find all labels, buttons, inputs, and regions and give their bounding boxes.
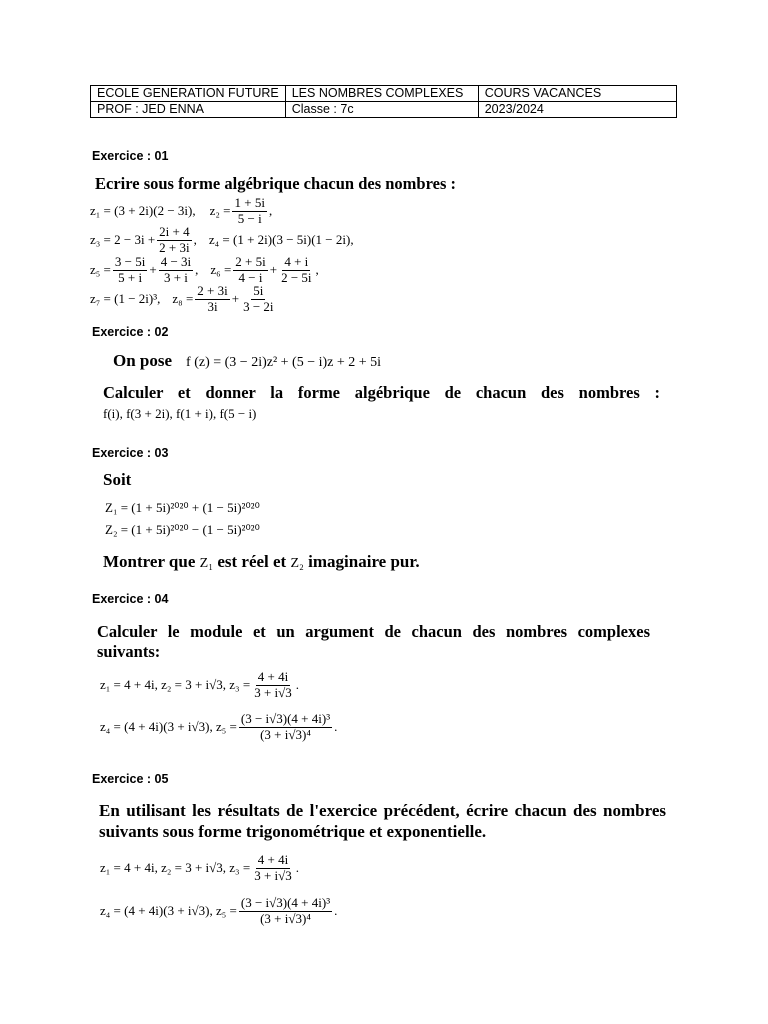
header-year: 2023/2024 [478, 102, 676, 118]
z5-plus: + [149, 262, 157, 277]
exercise-05-line-2 [100, 892, 337, 930]
exercise-01-line-3 [90, 253, 319, 285]
z8-denominator-2: 3 − 2i [243, 298, 274, 314]
z1-expression: z₁ = (3 + 2i)(2 − 3i), [90, 203, 196, 218]
header-teacher: PROF : JED ENNA [91, 102, 286, 118]
exercise-04-title: Exercice : 04 [92, 592, 169, 606]
exercise-01-line-1 [90, 194, 273, 226]
on-pose-label: On pose [113, 351, 173, 370]
z6-plus: + [269, 262, 278, 277]
exercise-01-line-4 [90, 282, 278, 314]
header-course: COURS VACANCES [478, 86, 676, 102]
statement-Z1: Z₁ [199, 556, 214, 571]
exercise-04-line-2 [100, 708, 337, 746]
z8-denominator-1: 3i [207, 298, 218, 314]
z8-numerator-1: 2 + 3i [197, 282, 228, 298]
ex4-z5-end: . [334, 719, 338, 734]
z5-fraction-2 [159, 255, 193, 286]
exercise-01-title: Exercice : 01 [92, 149, 169, 163]
ex5-z3-fraction [252, 853, 294, 884]
exercise-03-statement [103, 552, 420, 572]
z8-numerator-2: 5i [253, 282, 264, 298]
exercise-02-statement: Calculer et donner la forme algébrique de chacun des nombres : [103, 383, 660, 402]
exercise-05-title: Exercice : 05 [92, 772, 169, 786]
z8-lhs: z₈ = [172, 291, 194, 306]
Z1-definition: Z₁ = (1 + 5i)²⁰²⁰ + (1 − 5i)²⁰²⁰ [105, 500, 260, 515]
z5-fraction-1 [113, 255, 147, 286]
statement-part-2: est réel et [217, 552, 287, 571]
z6-end: , [315, 262, 319, 277]
exercise-01-statement: Ecrire sous forme algébrique chacun des nombres : [95, 174, 456, 193]
exercise-02-definition [113, 351, 381, 371]
exercise-05-statement-2: suivants sous forme trigonométrique et exponentielle. [99, 822, 487, 841]
statement-part-3: imaginaire pur. [308, 552, 420, 571]
ex5-z4-z5: z₄ = (4 + 4i)(3 + i√3), z₅ = [100, 903, 237, 918]
z3-lhs: z₃ = 2 − 3i + [90, 232, 156, 247]
exercise-03-title: Exercice : 03 [92, 446, 169, 460]
ex4-z1-z2-z3: z₁ = 4 + 4i, z₂ = 3 + i√3, z₃ = [100, 677, 251, 692]
exercise-05-statement: En utilisant les résultats de l'exercice précédent, écrire chacun des nombres [99, 801, 666, 820]
soit-label: Soit [103, 470, 132, 489]
ex5-z3-end: . [295, 860, 300, 875]
exercise-05-line-1 [100, 851, 299, 885]
header-class: Classe : 7c [285, 102, 478, 118]
z2-fraction [232, 196, 266, 227]
ex4-z3-numerator: 4 + 4i [257, 668, 289, 684]
z3-end: , [193, 232, 197, 247]
header-school: ECOLE GENERATION FUTURE [91, 86, 286, 102]
z5-lhs: z₅ = [90, 262, 111, 277]
z2-numerator: 1 + 5i [234, 194, 265, 210]
ex5-z5-end: . [334, 903, 338, 918]
ex4-z3-denominator: 3 + i√3 [254, 684, 292, 700]
z6-fraction-2 [279, 255, 313, 286]
z2-denominator: 5 − i [237, 210, 262, 226]
ex4-z3-end: . [295, 677, 300, 692]
z6-denominator-2: 2 − 5i [281, 269, 312, 285]
ex5-z5-denominator: (3 + i√3)⁴ [260, 910, 311, 926]
header-row [91, 86, 677, 102]
exercise-04-statement-2: suivants: [97, 642, 161, 661]
ex5-z3-denominator: 3 + i√3 [254, 867, 292, 883]
z7-expression: z₇ = (1 − 2i)³, [90, 291, 161, 306]
ex5-z3-numerator: 4 + 4i [257, 851, 289, 867]
ex5-z5-numerator: (3 − i√3)(4 + 4i)³ [240, 894, 331, 910]
z5-end: , [195, 262, 199, 277]
exercise-04-statement: Calculer le module et un argument de chacun des nombres complexes [97, 622, 650, 641]
ex5-z5-fraction [239, 896, 332, 927]
z6-numerator-1: 2 + 5i [235, 253, 266, 269]
header-topic: LES NOMBRES COMPLEXES [285, 86, 478, 102]
z6-lhs: z₆ = [210, 262, 232, 277]
z6-fraction-1 [233, 255, 267, 286]
ex4-z5-denominator: (3 + i√3)⁴ [260, 726, 311, 742]
z2-end: , [268, 203, 273, 218]
header-row [91, 102, 677, 118]
z2-lhs: z₂ = [209, 203, 231, 218]
ex4-z3-fraction [252, 670, 294, 701]
z8-fraction-2 [241, 284, 275, 315]
ex4-z5-fraction [239, 712, 332, 743]
statement-part-1: Montrer que [103, 552, 196, 571]
z5-numerator-1: 3 − 5i [114, 253, 146, 269]
exercise-04-line-1 [100, 668, 299, 702]
z3-denominator: 2 + 3i [159, 239, 190, 255]
exercise-01-line-2 [90, 223, 354, 255]
z5-denominator-2: 3 + i [163, 269, 188, 285]
ex4-z4-z5: z₄ = (4 + 4i)(3 + i√3), z₅ = [100, 719, 237, 734]
header-table [90, 85, 677, 118]
exercise-02-values: f(i), f(3 + 2i), f(1 + i), f(5 − i) [103, 406, 257, 421]
z4-expression: z₄ = (1 + 2i)(3 − 5i)(1 − 2i), [208, 232, 354, 247]
z6-numerator-2: 4 + i [284, 253, 309, 269]
ex4-z5-numerator: (3 − i√3)(4 + 4i)³ [240, 710, 331, 726]
z5-denominator-1: 5 + i [118, 269, 143, 285]
f-definition: f (z) = (3 − 2i)z² + (5 − i)z + 2 + 5i [186, 355, 382, 370]
z3-fraction [157, 225, 191, 256]
z5-numerator-2: 4 − 3i [160, 253, 192, 269]
z3-numerator: 2i + 4 [159, 223, 190, 239]
z8-fraction-1 [195, 284, 229, 315]
z6-denominator-1: 4 − i [238, 269, 263, 285]
z8-plus: + [231, 291, 240, 306]
exercise-02-title: Exercice : 02 [92, 325, 169, 339]
statement-Z2: Z₂ [290, 556, 304, 571]
ex5-z1-z2-z3: z₁ = 4 + 4i, z₂ = 3 + i√3, z₃ = [100, 860, 251, 875]
Z2-definition: Z₂ = (1 + 5i)²⁰²⁰ − (1 − 5i)²⁰²⁰ [105, 522, 260, 537]
